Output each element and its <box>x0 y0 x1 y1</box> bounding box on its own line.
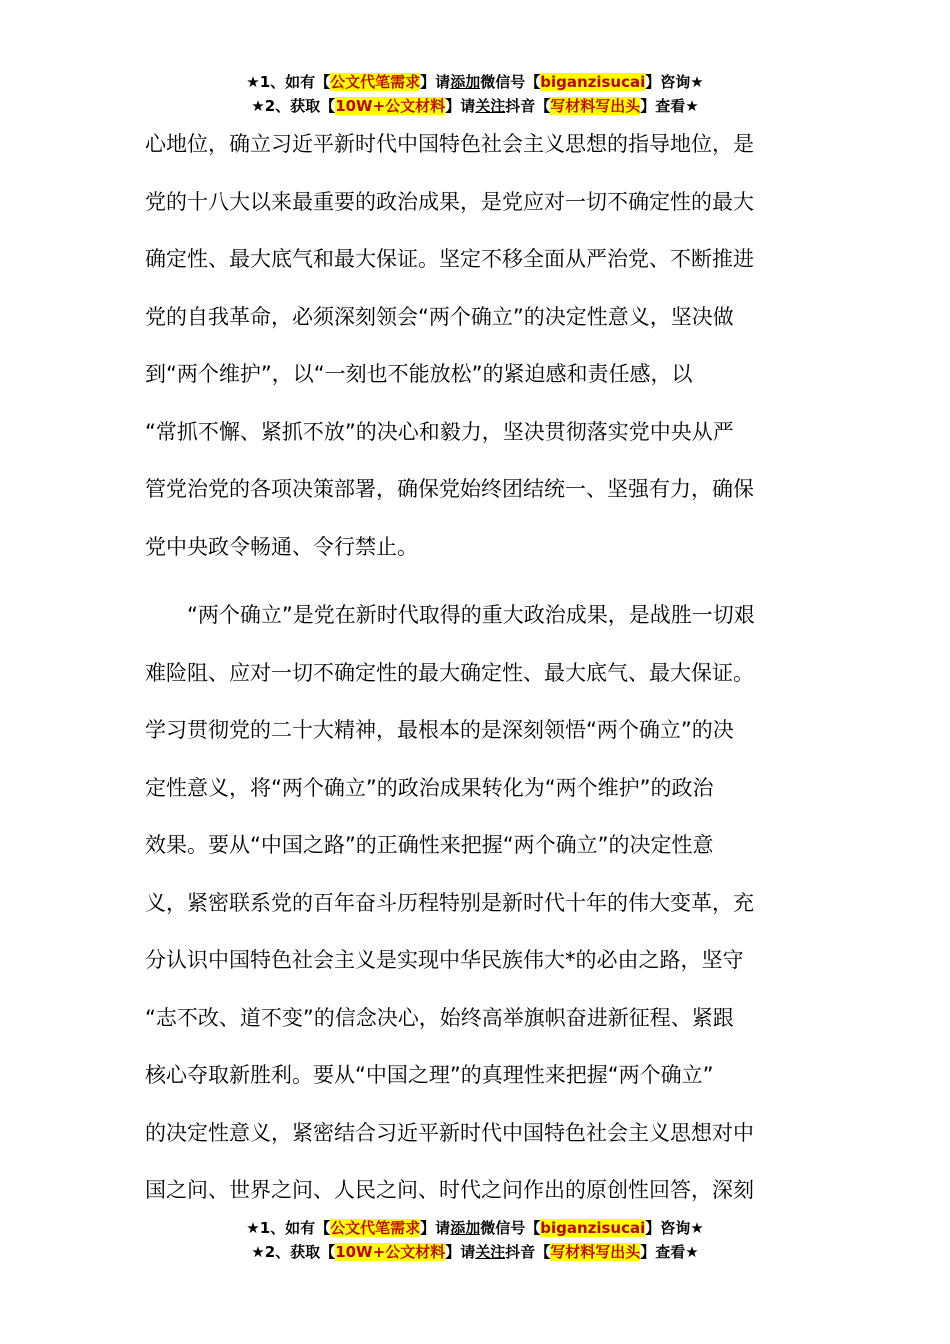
banner-line-2 <box>0 1240 950 1264</box>
text-line: 管党治党的各项决策部署，确保党始终团结统一、坚强有力，确保 <box>145 477 754 501</box>
highlight-text: 公文代笔需求 <box>330 1219 421 1237</box>
text-line: “志不改、道不变”的信念决心，始终高举旗帜奋进新征程、紧跟 <box>145 1005 734 1030</box>
highlight-text: 写材料写出头 <box>550 97 641 115</box>
text-line: 分认识中国特色社会主义是实现中华民族伟大*的必由之路，坚守 <box>145 948 744 972</box>
banner-text: ★1、如有【 <box>246 73 331 91</box>
highlight-text: biganzisucai <box>540 73 646 91</box>
banner-text: 微信号【 <box>480 1219 541 1237</box>
text-line: 确定性、最大底气和最大保证。坚定不移全面从严治党、不断推进 <box>145 247 754 271</box>
text-line: 定性意义，将“两个确立”的政治成果转化为“两个维护”的政治 <box>145 775 714 800</box>
banner-line-2 <box>0 94 950 118</box>
text-line: “常抓不懈、紧抓不放”的决心和毅力，坚决贯彻落实党中央从严 <box>145 419 734 444</box>
text-line: 义，紧密联系党的百年奋斗历程特别是新时代十年的伟大变革，充 <box>145 890 754 915</box>
text-line: 的决定性意义，紧密结合习近平新时代中国特色社会主义思想对中 <box>145 1120 754 1145</box>
text-line: 效果。要从“中国之路”的正确性来把握“两个确立”的决定性意 <box>145 833 714 857</box>
highlight-text: 10W+公文材料 <box>335 97 446 115</box>
underlined-text: 关注 <box>475 97 506 115</box>
text-line: 党的自我革命，必须深刻领会“两个确立”的决定性意义，坚决做 <box>145 304 734 329</box>
text-line: 国之问、世界之问、人民之问、时代之问作出的原创性回答，深刻 <box>145 1178 754 1202</box>
header-banner <box>0 70 950 118</box>
text-line: 党中央政令畅通、令行禁止。 <box>145 534 418 559</box>
paragraph-1 <box>145 116 805 576</box>
banner-line-1 <box>0 70 950 94</box>
highlight-text: 公文代笔需求 <box>330 73 421 91</box>
banner-text: 】查看★ <box>640 97 699 115</box>
highlight-text: 写材料写出头 <box>550 1243 641 1261</box>
text-line: 到“两个维护”，以“一刻也不能放松”的紧迫感和责任感，以 <box>145 362 693 386</box>
banner-text: 微信号【 <box>480 73 541 91</box>
text-line: 心地位，确立习近平新时代中国特色社会主义思想的指导地位，是 <box>145 132 754 156</box>
underlined-text: 添加 <box>450 1219 481 1237</box>
banner-text: 】请 <box>445 1243 476 1261</box>
underlined-text: 关注 <box>475 1243 506 1261</box>
text-line: “两个确立”是党在新时代取得的重大政治成果，是战胜一切艰 <box>187 603 755 627</box>
underlined-text: 添加 <box>450 73 481 91</box>
paragraph-2 <box>145 587 805 1220</box>
banner-line-1 <box>0 1216 950 1240</box>
banner-text: 】咨询★ <box>645 73 704 91</box>
banner-text: 抖音【 <box>505 97 551 115</box>
banner-text: ★2、获取【 <box>251 1243 336 1261</box>
banner-text: ★2、获取【 <box>251 97 336 115</box>
banner-text: 】查看★ <box>640 1243 699 1261</box>
banner-text: ★1、如有【 <box>246 1219 331 1237</box>
text-line: 党的十八大以来最重要的政治成果，是党应对一切不确定性的最大 <box>145 189 754 214</box>
banner-text: 】请 <box>445 97 476 115</box>
highlight-text: biganzisucai <box>540 1219 646 1237</box>
text-line: 学习贯彻党的二十大精神，最根本的是深刻领悟“两个确立”的决 <box>145 718 734 742</box>
banner-text: 】请 <box>420 73 451 91</box>
footer-banner <box>0 1216 950 1264</box>
text-line: 核心夺取新胜利。要从“中国之理”的真理性来把握“两个确立” <box>145 1063 714 1087</box>
banner-text: 抖音【 <box>505 1243 551 1261</box>
banner-text: 】请 <box>420 1219 451 1237</box>
highlight-text: 10W+公文材料 <box>335 1243 446 1261</box>
text-line: 难险阻、应对一切不确定性的最大确定性、最大底气、最大保证。 <box>145 660 754 685</box>
banner-text: 】咨询★ <box>645 1219 704 1237</box>
